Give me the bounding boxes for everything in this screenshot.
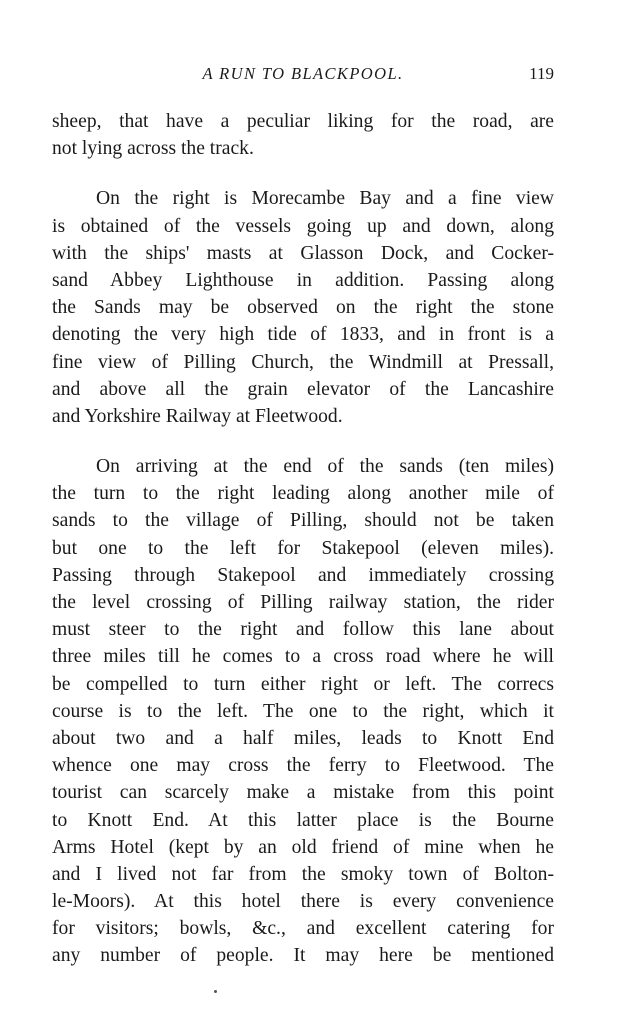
- text-line: any number of people. It may here be mentioned: [52, 945, 554, 967]
- paragraph-1: [52, 108, 554, 162]
- text-line: the turn to the right leading along another mile of: [52, 483, 554, 505]
- text-line: denoting the very high tide of 1833, and in front is a: [52, 324, 554, 346]
- text-line: but one to the left for Stakepool (eleven miles).: [52, 537, 554, 559]
- text-line: sheep, that have a peculiar liking for the road, are: [52, 111, 554, 132]
- scan-speck: [214, 990, 217, 993]
- text-line: the Sands may be observed on the right the stone: [52, 297, 554, 319]
- text-line: Passing through Stakepool and immediately crossing: [52, 564, 554, 586]
- text-line: to Knott End. At this latter place is the Bourne: [52, 809, 554, 831]
- text-line: about two and a half miles, leads to Knott End: [52, 727, 554, 749]
- paragraph-3: [52, 453, 554, 970]
- page-number: 119: [529, 64, 554, 83]
- body-text: [52, 108, 554, 970]
- text-line: not lying across the track.: [52, 138, 254, 160]
- text-line: and above all the grain elevator of the Lancashire: [52, 378, 554, 400]
- text-line: three miles till he comes to a cross road where he will: [52, 646, 554, 668]
- text-line: tourist can scarcely make a mistake from this point: [52, 782, 554, 804]
- text-line: whence one may cross the ferry to Fleetwood. The: [52, 755, 554, 777]
- text-line: with the ships' masts at Glasson Dock, and Cocker-: [52, 242, 554, 264]
- text-line: for visitors; bowls, &c., and excellent catering for: [52, 918, 554, 940]
- running-head-title: A RUN TO BLACKPOOL.: [202, 64, 404, 83]
- text-line: le-Moors). At this hotel there is every convenience: [52, 891, 554, 913]
- text-line: On the right is Morecambe Bay and a fine view: [96, 188, 554, 210]
- text-line: On arriving at the end of the sands (ten miles): [96, 456, 554, 478]
- text-line: the level crossing of Pilling railway station, the rider: [52, 592, 554, 613]
- text-line: sands to the village of Pilling, should not be taken: [52, 510, 554, 532]
- running-head: [52, 64, 554, 90]
- text-line: and Yorkshire Railway at Fleetwood.: [52, 405, 343, 427]
- text-line: sand Abbey Lighthouse in addition. Passing along: [52, 269, 554, 291]
- paragraph-2: [52, 185, 554, 430]
- text-line: Arms Hotel (kept by an old friend of mine when he: [52, 836, 554, 858]
- text-line: fine view of Pilling Church, the Windmill at Pressall,: [52, 351, 554, 373]
- text-line: course is to the left. The one to the right, which it: [52, 700, 554, 722]
- text-line: is obtained of the vessels going up and down, along: [52, 215, 554, 237]
- text-line: and I lived not far from the smoky town of Bolton-: [52, 863, 554, 885]
- text-line: be compelled to turn either right or left. The correcs: [52, 673, 554, 695]
- text-line: must steer to the right and follow this lane about: [52, 619, 554, 641]
